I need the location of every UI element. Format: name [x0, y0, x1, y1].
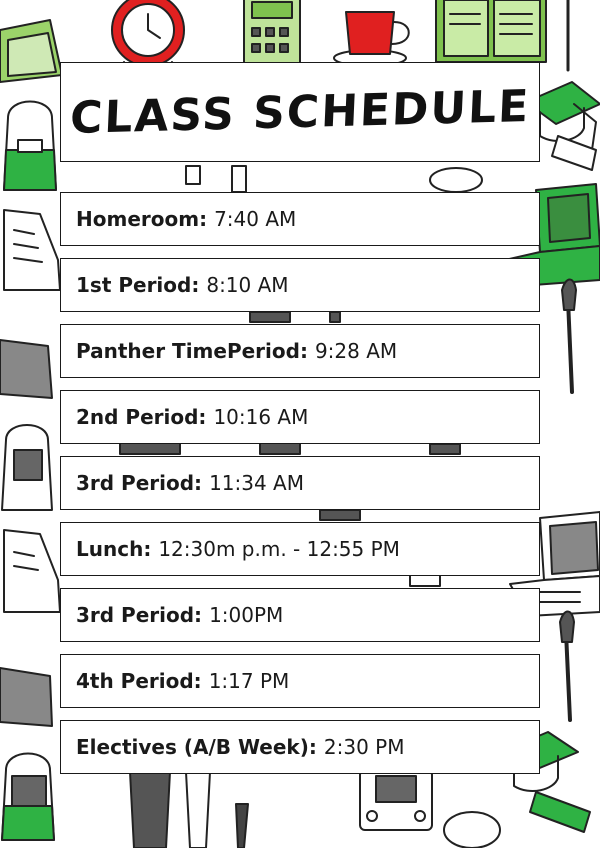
sneaker-icon: [4, 530, 60, 612]
schedule-row: [60, 192, 540, 246]
sneaker-icon: [4, 210, 60, 290]
schedule-row: [60, 456, 540, 510]
period-time: 1:00PM: [209, 603, 284, 627]
period-time: 12:30m p.m. - 12:55 PM: [158, 537, 400, 561]
paintbrush-icon: [560, 612, 574, 721]
period-label: 3rd Period:: [76, 471, 203, 495]
period-label: Lunch:: [76, 537, 152, 561]
diploma-icon: [552, 136, 596, 170]
paintbrush-icon: [562, 280, 576, 393]
period-time: 7:40 AM: [214, 207, 297, 231]
title-banner: [60, 62, 540, 162]
period-time: 8:10 AM: [206, 273, 289, 297]
period-time: 9:28 AM: [314, 339, 398, 363]
period-label: 2nd Period:: [76, 405, 207, 429]
period-time: 2:30 PM: [323, 735, 405, 759]
period-label: 1st Period:: [76, 273, 200, 297]
notebook-icon: [436, 0, 546, 62]
binder-icon: [0, 20, 62, 82]
period-label: Homeroom:: [76, 207, 208, 231]
schedule-row: [60, 654, 540, 708]
period-time: 10:16 AM: [213, 405, 309, 429]
schedule-row: [60, 720, 540, 774]
period-time: 1:17 PM: [208, 669, 290, 693]
backpack-icon: [4, 102, 56, 191]
schedule-row: [60, 324, 540, 378]
period-label: Panther TimePeriod:: [76, 339, 308, 363]
backpack-icon: [2, 425, 52, 510]
period-label: 3rd Period:: [76, 603, 203, 627]
schedule-row: [60, 390, 540, 444]
diploma-icon: [530, 792, 590, 832]
period-label: Electives (A/B Week):: [76, 735, 317, 759]
schedule-row: [60, 588, 540, 642]
page-title: CLASS SCHEDULE: [68, 80, 532, 144]
coffee-mug-icon: [334, 12, 409, 66]
calculator-icon: [360, 770, 432, 830]
period-label: 4th Period:: [76, 669, 202, 693]
schedule-row: [60, 522, 540, 576]
period-time: 11:34 AM: [209, 471, 304, 495]
schedule-row: [60, 258, 540, 312]
backpack-icon: [2, 754, 54, 841]
calculator-icon: [244, 0, 300, 68]
